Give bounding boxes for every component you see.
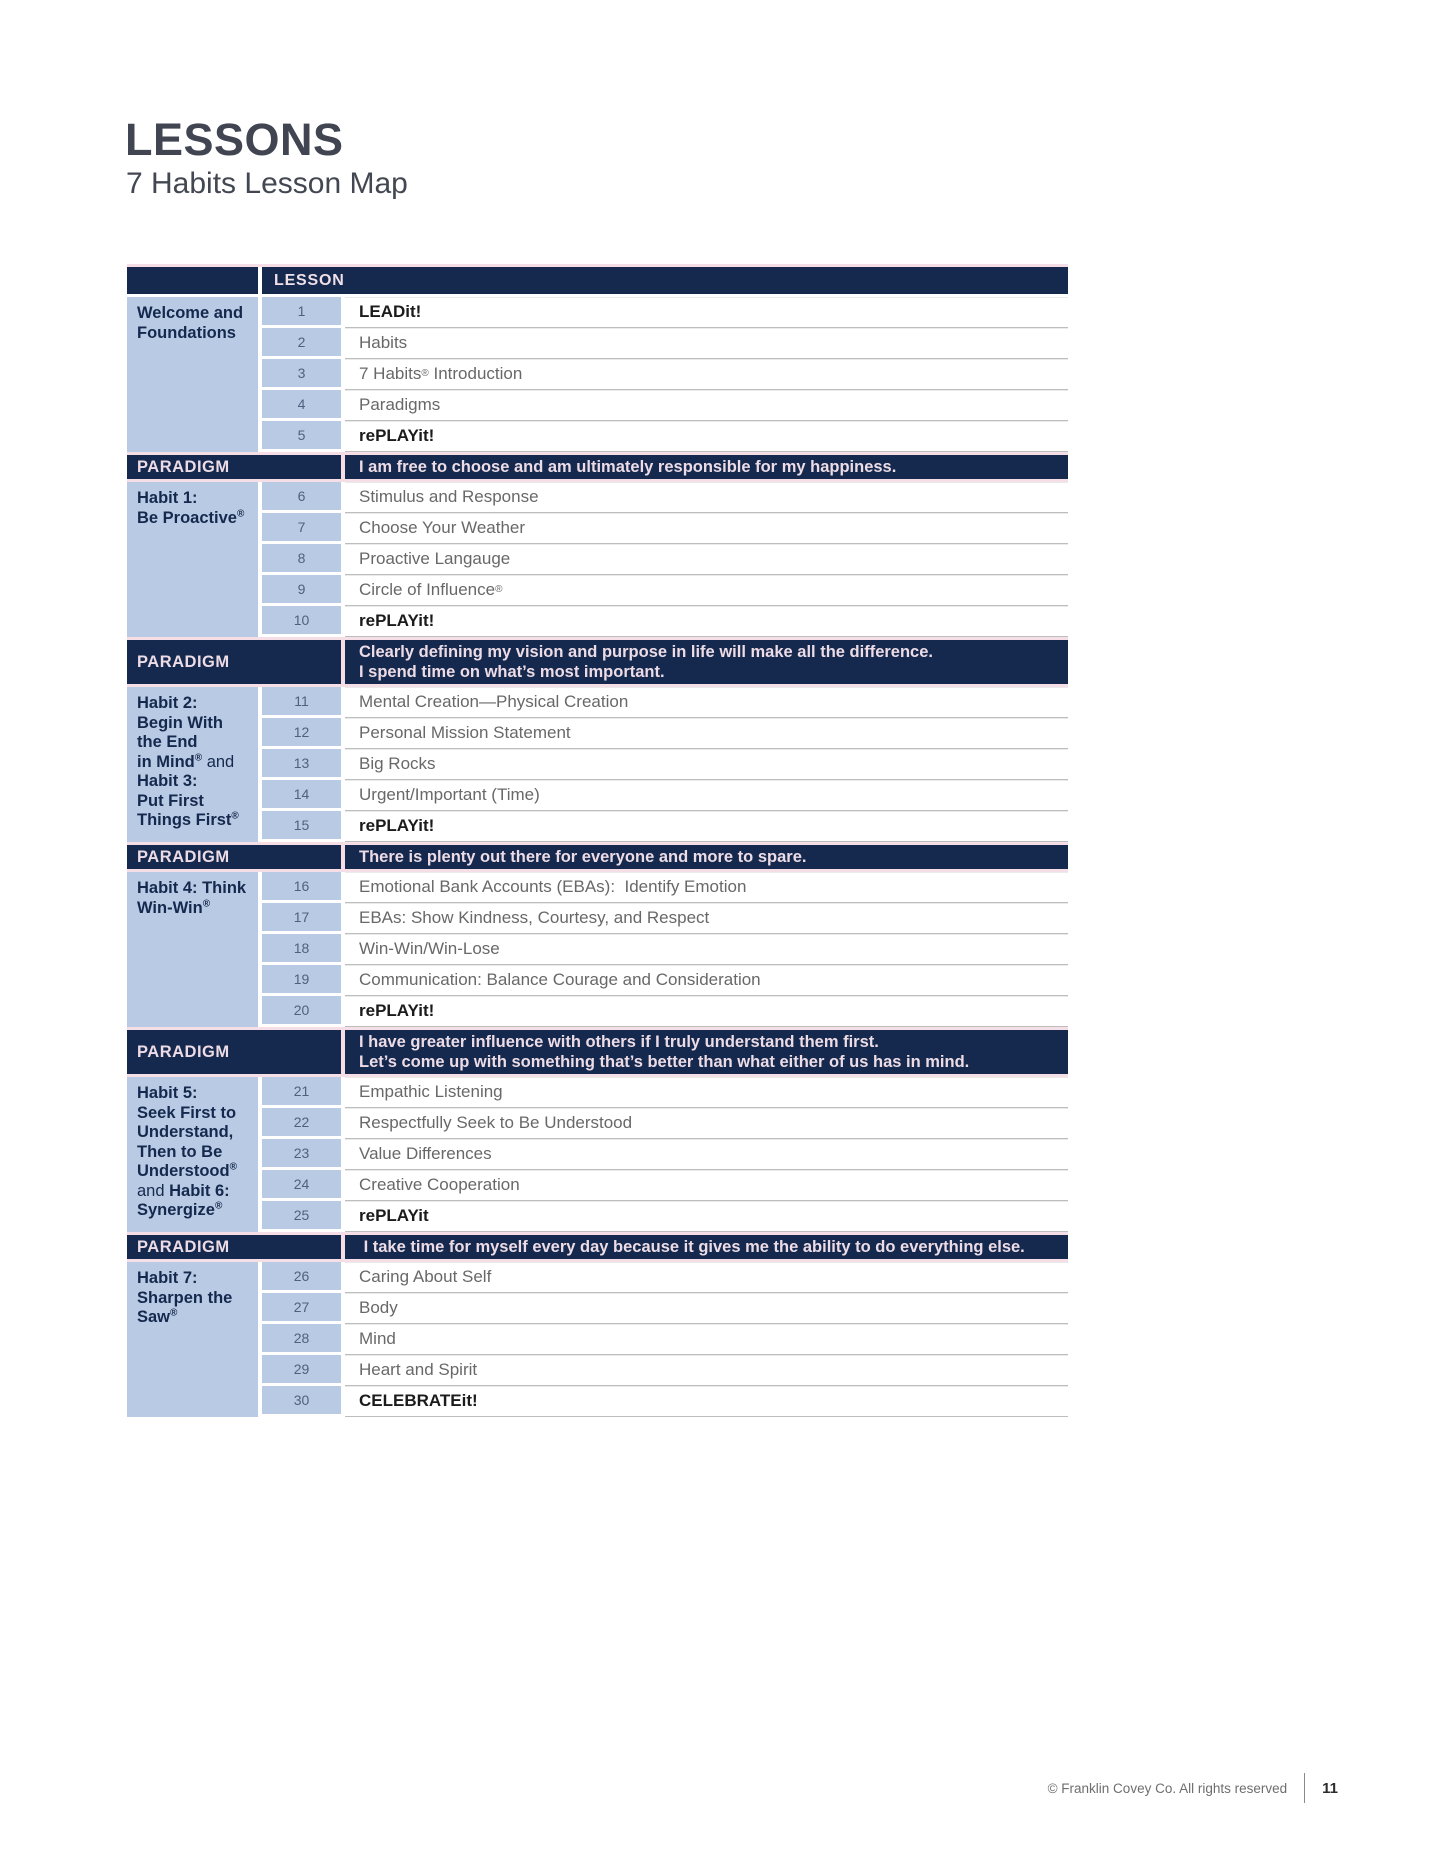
lesson-number: 11 bbox=[262, 687, 341, 718]
lesson-title: Respectfully Seek to Be Understood bbox=[345, 1108, 1068, 1139]
lesson-number: 30 bbox=[262, 1386, 341, 1417]
lesson-number: 24 bbox=[262, 1170, 341, 1201]
paradigm-statement: I have greater influence with others if I truly understand them first. Let’s come up with something that’s better than what either of us has in mind. bbox=[345, 1030, 1068, 1074]
group-label: Habit 4: Think Win-Win® bbox=[127, 872, 258, 1027]
lesson-title: Paradigms bbox=[345, 390, 1068, 421]
lesson-row bbox=[262, 749, 1068, 780]
lesson-number: 26 bbox=[262, 1262, 341, 1293]
lesson-title: Empathic Listening bbox=[345, 1077, 1068, 1108]
lesson-title: Mind bbox=[345, 1324, 1068, 1355]
lesson-number: 17 bbox=[262, 903, 341, 934]
lesson-row bbox=[262, 1170, 1068, 1201]
lesson-number: 4 bbox=[262, 390, 341, 421]
lesson-number: 15 bbox=[262, 811, 341, 842]
lesson-number: 2 bbox=[262, 328, 341, 359]
lesson-map-table bbox=[127, 264, 1068, 1417]
group-label: Habit 2: Begin With the End in Mind® and Habit 3: Put First Things First® bbox=[127, 687, 258, 842]
lesson-number: 3 bbox=[262, 359, 341, 390]
lesson-title: Heart and Spirit bbox=[345, 1355, 1068, 1386]
lesson-number: 9 bbox=[262, 575, 341, 606]
habit-group bbox=[127, 872, 1068, 1027]
footer-divider bbox=[1304, 1773, 1305, 1803]
lesson-row bbox=[262, 1139, 1068, 1170]
group-label: Habit 5: Seek First to Understand, Then to Be Understood® and Habit 6: Synergize® bbox=[127, 1077, 258, 1232]
group-label: Welcome and Foundations bbox=[127, 297, 258, 452]
habit-group bbox=[127, 297, 1068, 452]
lesson-title: rePLAYit bbox=[345, 1201, 1068, 1232]
lesson-title: Choose Your Weather bbox=[345, 513, 1068, 544]
lesson-rows bbox=[262, 1077, 1068, 1232]
lesson-row bbox=[262, 390, 1068, 421]
group-label: Habit 1: Be Proactive® bbox=[127, 482, 258, 637]
lesson-row bbox=[262, 575, 1068, 606]
lesson-row bbox=[262, 780, 1068, 811]
habit-group bbox=[127, 1077, 1068, 1232]
lesson-title: Personal Mission Statement bbox=[345, 718, 1068, 749]
lesson-number: 14 bbox=[262, 780, 341, 811]
lesson-title: rePLAYit! bbox=[345, 606, 1068, 637]
lesson-title: Communication: Balance Courage and Consideration bbox=[345, 965, 1068, 996]
habit-group bbox=[127, 1262, 1068, 1417]
lesson-row bbox=[262, 544, 1068, 575]
lesson-row bbox=[262, 421, 1068, 452]
page-title: LESSONS bbox=[125, 114, 344, 165]
lesson-title: Habits bbox=[345, 328, 1068, 359]
lesson-row bbox=[262, 1262, 1068, 1293]
lesson-title: Urgent/Important (Time) bbox=[345, 780, 1068, 811]
lesson-row bbox=[262, 903, 1068, 934]
lesson-rows bbox=[262, 872, 1068, 1027]
lesson-number: 27 bbox=[262, 1293, 341, 1324]
lesson-row bbox=[262, 811, 1068, 842]
lesson-number: 20 bbox=[262, 996, 341, 1027]
lesson-title: Creative Cooperation bbox=[345, 1170, 1068, 1201]
table-header-row bbox=[127, 264, 1068, 294]
lesson-number: 28 bbox=[262, 1324, 341, 1355]
lesson-title: EBAs: Show Kindness, Courtesy, and Respect bbox=[345, 903, 1068, 934]
lesson-number: 18 bbox=[262, 934, 341, 965]
lesson-number: 23 bbox=[262, 1139, 341, 1170]
page-subtitle: 7 Habits Lesson Map bbox=[126, 167, 408, 200]
lesson-number: 25 bbox=[262, 1201, 341, 1232]
lesson-number: 19 bbox=[262, 965, 341, 996]
habit-group bbox=[127, 687, 1068, 842]
paradigm-label: PARADIGM bbox=[127, 640, 341, 684]
lesson-rows bbox=[262, 297, 1068, 452]
table-body bbox=[127, 297, 1068, 1417]
lesson-rows bbox=[262, 1262, 1068, 1417]
lesson-number: 1 bbox=[262, 297, 341, 328]
lesson-title: Emotional Bank Accounts (EBAs): Identify Emotion bbox=[345, 872, 1068, 903]
paradigm-statement: Clearly defining my vision and purpose in life will make all the difference. I spend time on what’s most important. bbox=[345, 640, 1068, 684]
lesson-title: Big Rocks bbox=[345, 749, 1068, 780]
lesson-row bbox=[262, 513, 1068, 544]
lesson-row bbox=[262, 297, 1068, 328]
lesson-column-header: LESSON bbox=[262, 267, 1068, 294]
paradigm-label: PARADIGM bbox=[127, 845, 341, 869]
paradigm-row bbox=[127, 842, 1068, 872]
lesson-number: 7 bbox=[262, 513, 341, 544]
lesson-title: Win-Win/Win-Lose bbox=[345, 934, 1068, 965]
paradigm-label: PARADIGM bbox=[127, 1235, 341, 1259]
lesson-number: 16 bbox=[262, 872, 341, 903]
lesson-title: 7 Habits ® Introduction bbox=[345, 359, 1068, 390]
lesson-row bbox=[262, 934, 1068, 965]
lesson-row bbox=[262, 1355, 1068, 1386]
lesson-row bbox=[262, 872, 1068, 903]
page-number: 11 bbox=[1322, 1779, 1338, 1797]
lesson-title: LEADit! bbox=[345, 297, 1068, 328]
lesson-title: CELEBRATEit! bbox=[345, 1386, 1068, 1417]
paradigm-row bbox=[127, 1232, 1068, 1262]
table-header-left-cell bbox=[127, 267, 258, 294]
paradigm-row bbox=[127, 452, 1068, 482]
lesson-title: Caring About Self bbox=[345, 1262, 1068, 1293]
lesson-number: 29 bbox=[262, 1355, 341, 1386]
lesson-row bbox=[262, 1293, 1068, 1324]
paradigm-label: PARADIGM bbox=[127, 1030, 341, 1074]
lesson-title: Stimulus and Response bbox=[345, 482, 1068, 513]
paradigm-label: PARADIGM bbox=[127, 455, 341, 479]
lesson-rows bbox=[262, 687, 1068, 842]
lesson-title: Proactive Langauge bbox=[345, 544, 1068, 575]
copyright-text: © Franklin Covey Co. All rights reserved bbox=[1047, 1780, 1288, 1796]
lesson-title: Circle of Influence ® bbox=[345, 575, 1068, 606]
paradigm-statement: I take time for myself every day because it gives me the ability to do everything else. bbox=[345, 1235, 1068, 1259]
paradigm-row bbox=[127, 1027, 1068, 1077]
lesson-row bbox=[262, 965, 1068, 996]
lesson-title: Body bbox=[345, 1293, 1068, 1324]
lesson-title: Mental Creation—Physical Creation bbox=[345, 687, 1068, 718]
lesson-title: rePLAYit! bbox=[345, 811, 1068, 842]
lesson-row bbox=[262, 359, 1068, 390]
lesson-row bbox=[262, 328, 1068, 359]
lesson-row bbox=[262, 1108, 1068, 1139]
lesson-title: rePLAYit! bbox=[345, 996, 1068, 1027]
lesson-number: 6 bbox=[262, 482, 341, 513]
paradigm-statement: There is plenty out there for everyone and more to spare. bbox=[345, 845, 1068, 869]
lesson-title: rePLAYit! bbox=[345, 421, 1068, 452]
paradigm-row bbox=[127, 637, 1068, 687]
lesson-number: 21 bbox=[262, 1077, 341, 1108]
lesson-row bbox=[262, 482, 1068, 513]
lesson-row bbox=[262, 1386, 1068, 1417]
group-label: Habit 7: Sharpen the Saw® bbox=[127, 1262, 258, 1417]
lesson-number: 13 bbox=[262, 749, 341, 780]
lesson-title: Value Differences bbox=[345, 1139, 1068, 1170]
lesson-row bbox=[262, 996, 1068, 1027]
lesson-number: 8 bbox=[262, 544, 341, 575]
lesson-row bbox=[262, 687, 1068, 718]
lesson-rows bbox=[262, 482, 1068, 637]
habit-group bbox=[127, 482, 1068, 637]
lesson-row bbox=[262, 1077, 1068, 1108]
lesson-number: 10 bbox=[262, 606, 341, 637]
paradigm-statement: I am free to choose and am ultimately responsible for my happiness. bbox=[345, 455, 1068, 479]
lesson-row bbox=[262, 606, 1068, 637]
lesson-row bbox=[262, 718, 1068, 749]
lesson-number: 12 bbox=[262, 718, 341, 749]
lesson-number: 5 bbox=[262, 421, 341, 452]
lesson-number: 22 bbox=[262, 1108, 341, 1139]
lesson-row bbox=[262, 1201, 1068, 1232]
page-footer bbox=[1048, 1772, 1338, 1804]
lesson-row bbox=[262, 1324, 1068, 1355]
